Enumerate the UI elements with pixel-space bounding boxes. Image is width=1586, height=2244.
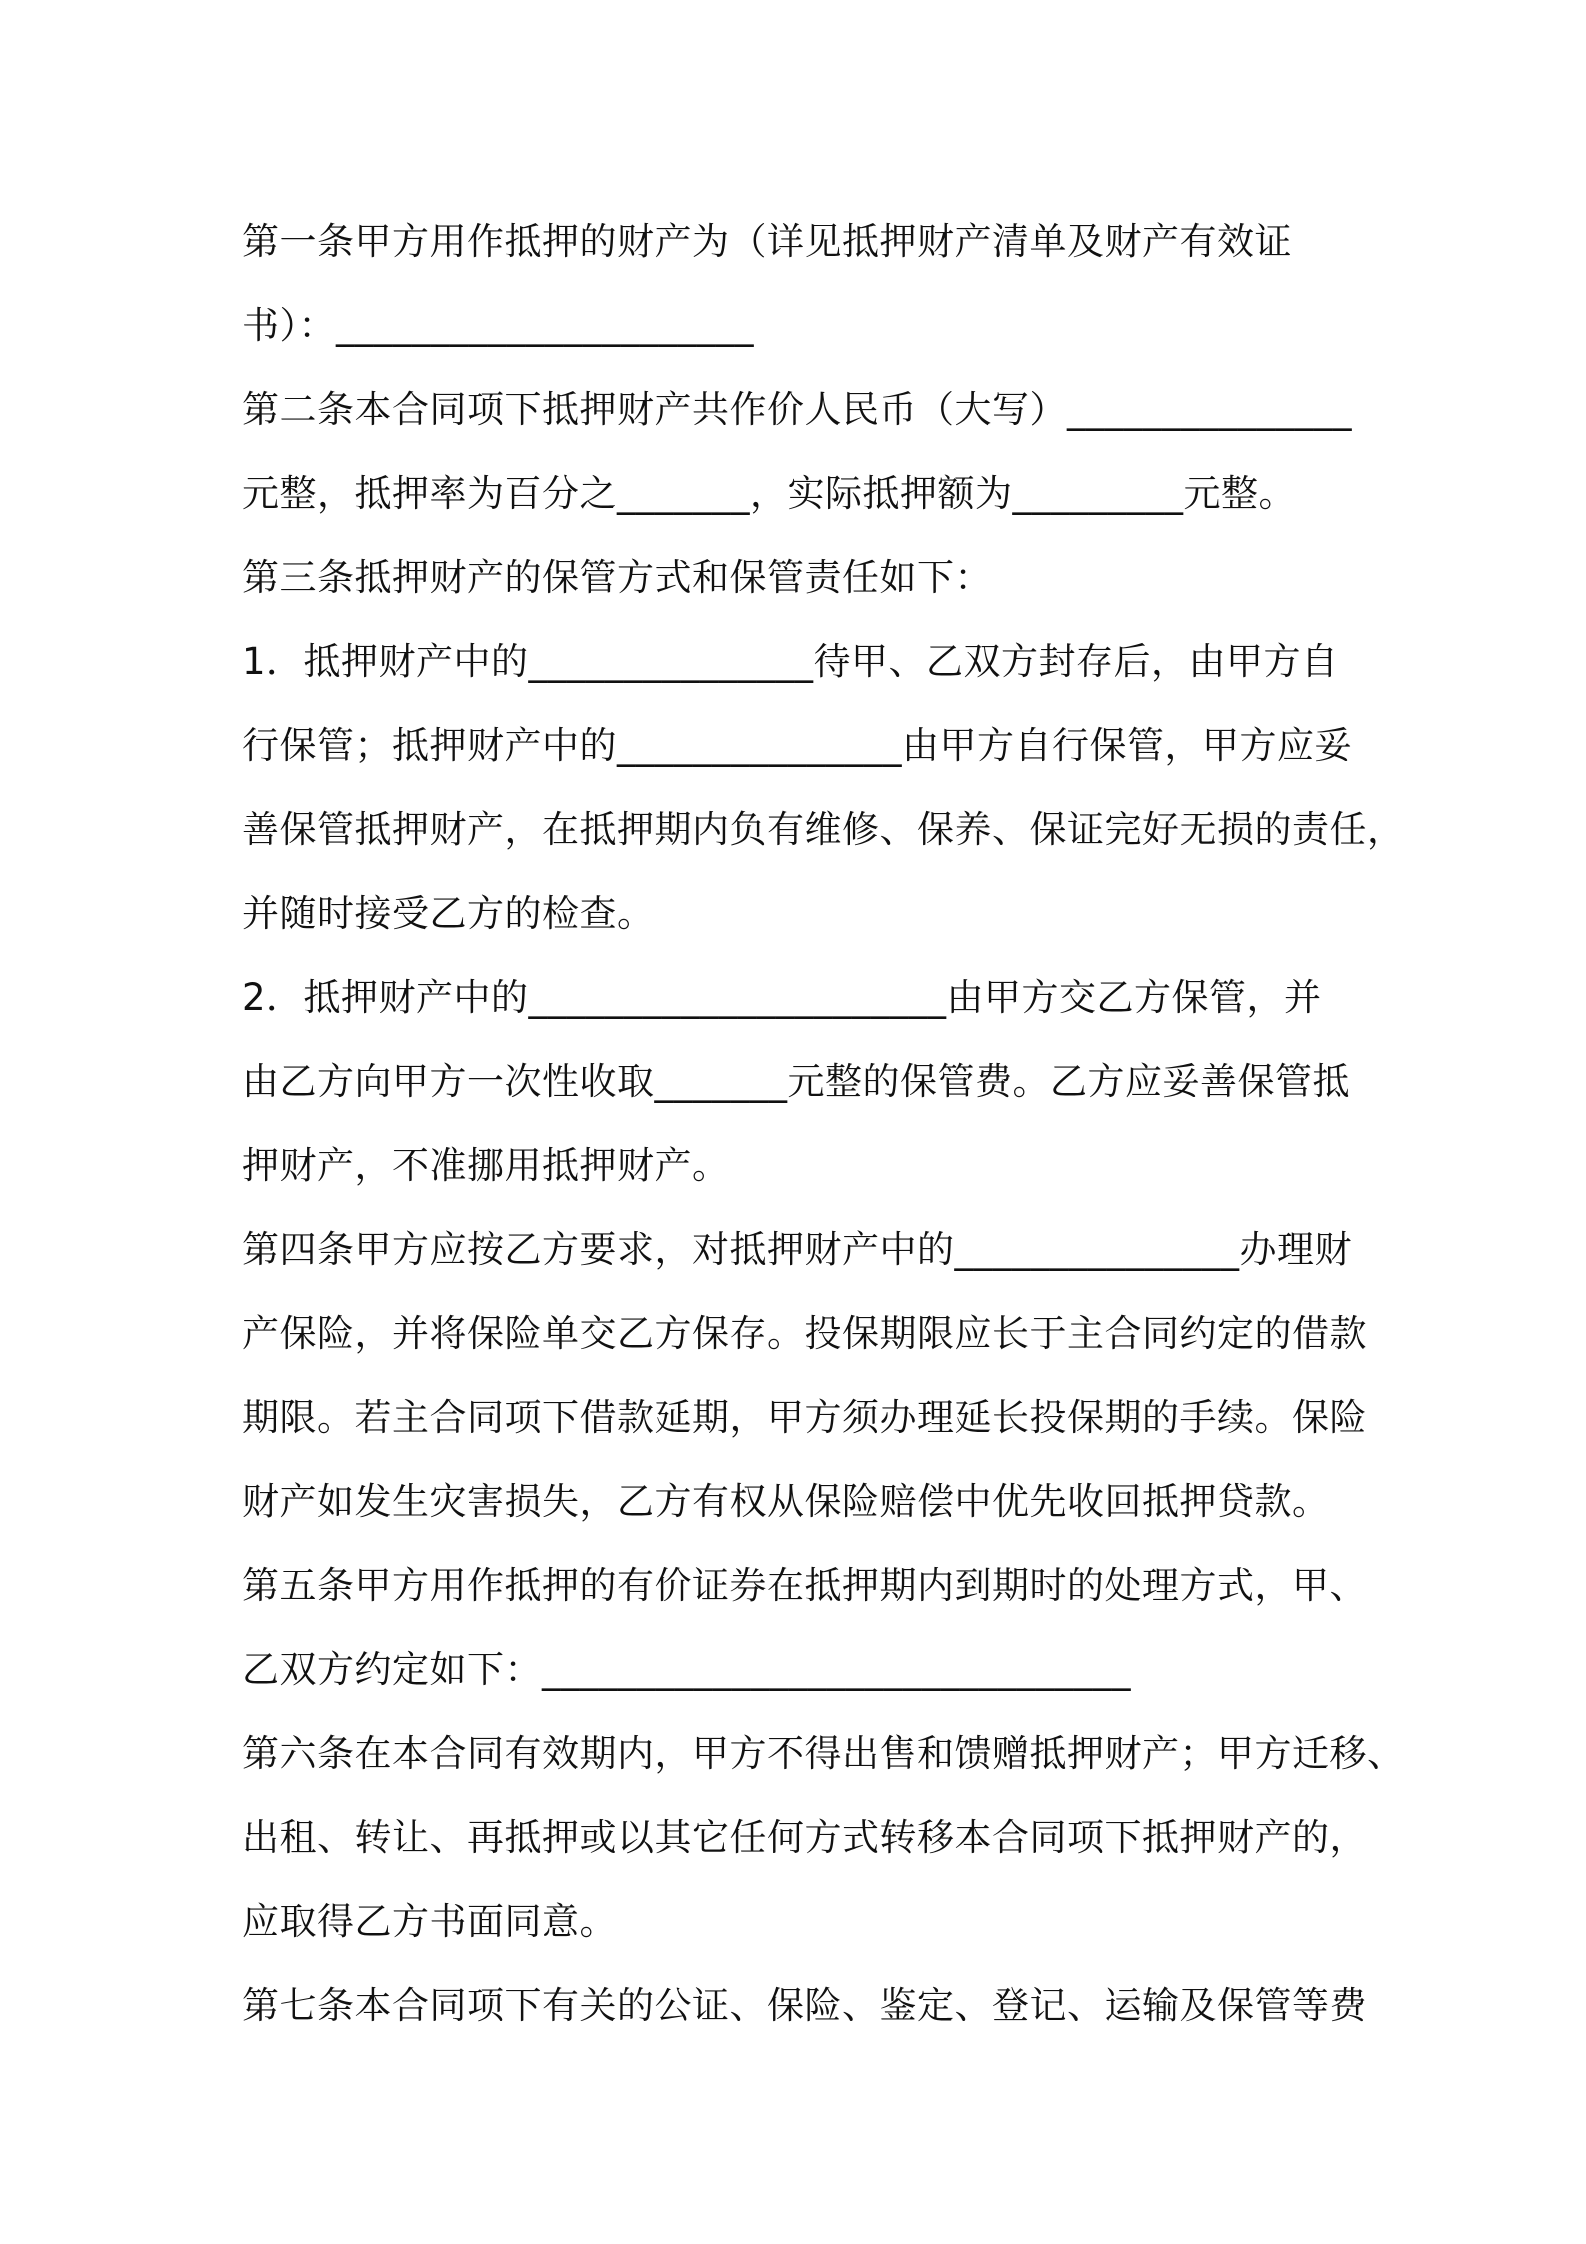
text-line: 善保管抵押财产，在抵押期内负有维修、保养、保证完好无损的责任， (242, 808, 1405, 851)
contract-body (242, 200, 1405, 2048)
text-line: 押财产，不准挪用抵押财产。 (242, 1144, 730, 1187)
text-line: 财产如发生灾害损失，乙方有权从保险赔偿中优先收回抵押贷款。 (242, 1480, 1330, 1523)
text-line: 第六条在本合同有效期内，甲方不得出售和馈赠抵押财产；甲方迁移、 (242, 1732, 1405, 1775)
text-line: 应取得乙方书面同意。 (242, 1900, 617, 1943)
text-line: 产保险，并将保险单交乙方保存。投保期限应长于主合同约定的借款 (242, 1312, 1367, 1355)
text-line: 2．抵押财产中的______________________由甲方交乙方保管，并 (242, 976, 1322, 1019)
text-line: 第三条抵押财产的保管方式和保管责任如下： (242, 556, 992, 599)
text-line: 书）：______________________ (242, 304, 754, 347)
text-line: 乙双方约定如下：_______________________________ (242, 1648, 1131, 1691)
text-line: 元整，抵押率为百分之_______，实际抵押额为_________元整。 (242, 472, 1296, 515)
text-line: 第一条甲方用作抵押的财产为（详见抵押财产清单及财产有效证 (242, 220, 1292, 263)
text-line: 第四条甲方应按乙方要求，对抵押财产中的_______________办理财 (242, 1228, 1352, 1271)
text-line: 第五条甲方用作抵押的有价证券在抵押期内到期时的处理方式，甲、 (242, 1564, 1367, 1607)
text-line: 出租、转让、再抵押或以其它任何方式转移本合同项下抵押财产的， (242, 1816, 1367, 1859)
text-line: 第二条本合同项下抵押财产共作价人民币（大写）_______________ (242, 388, 1352, 431)
text-line: 第七条本合同项下有关的公证、保险、鉴定、登记、运输及保管等费 (242, 1984, 1367, 2027)
text-line: 由乙方向甲方一次性收取_______元整的保管费。乙方应妥善保管抵 (242, 1060, 1350, 1103)
text-line: 并随时接受乙方的检查。 (242, 892, 655, 935)
text-line: 期限。若主合同项下借款延期，甲方须办理延长投保期的手续。保险 (242, 1396, 1367, 1439)
text-line: 行保管；抵押财产中的_______________由甲方自行保管，甲方应妥 (242, 724, 1352, 767)
text-line: 1．抵押财产中的_______________待甲、乙双方封存后，由甲方自 (242, 640, 1339, 683)
